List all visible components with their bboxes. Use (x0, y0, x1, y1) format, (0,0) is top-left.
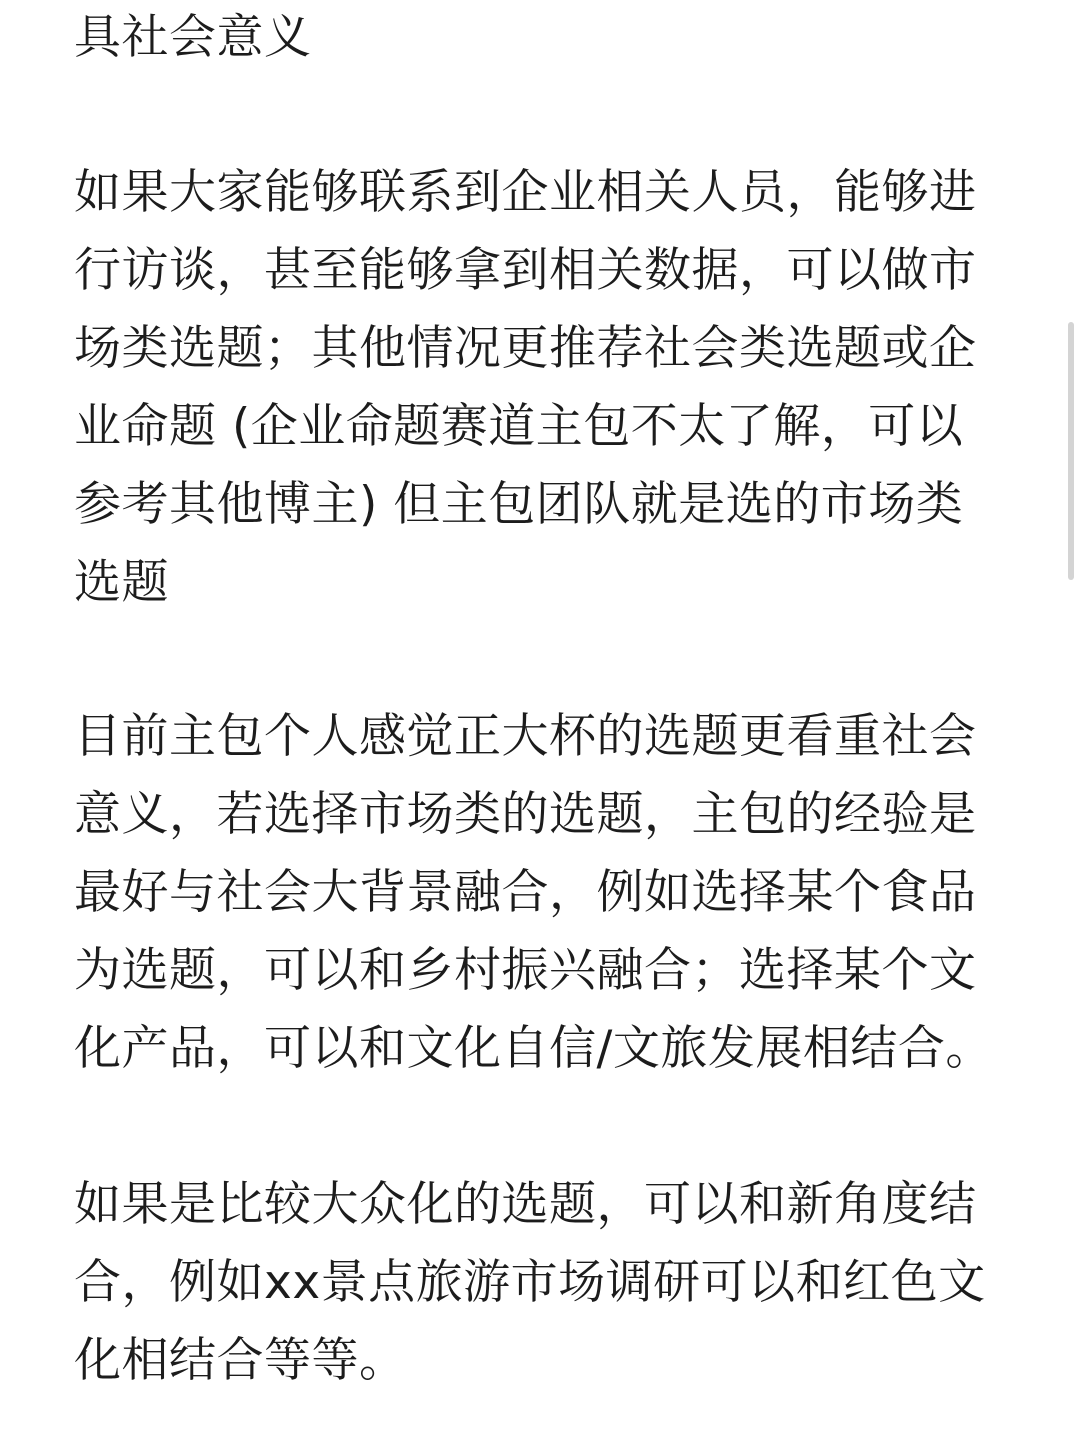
paragraph-2-line-3: 场类选题；其他情况更推荐社会类选题或企 (74, 321, 977, 376)
paragraph-2-line-6: 选题 (74, 555, 169, 610)
paragraph-2-line-2: 行访谈，甚至能够拿到相关数据，可以做市 (74, 243, 977, 298)
paragraph-3-line-4: 为选题，可以和乡村振兴融合；选择某个文 (74, 943, 977, 998)
paragraph-1-line-1: 具社会意义 (74, 10, 312, 65)
paragraph-2-line-5: 参考其他博主) 但主包团队就是选的市场类 (74, 477, 964, 532)
scrollbar-thumb[interactable] (1068, 322, 1074, 580)
paragraph-4-line-1: 如果是比较大众化的选题，可以和新角度结 (74, 1177, 977, 1232)
paragraph-3-line-2: 意义，若选择市场类的选题，主包的经验是 (74, 787, 977, 842)
paragraph-2-line-1: 如果大家能够联系到企业相关人员，能够进 (74, 165, 977, 220)
paragraph-3-line-3: 最好与社会大背景融合，例如选择某个食品 (74, 865, 977, 920)
paragraph-3-line-5: 化产品，可以和文化自信/文旅发展相结合。 (74, 1021, 993, 1076)
vertical-scrollbar[interactable] (1066, 0, 1076, 1456)
paragraph-3-line-1: 目前主包个人感觉正大杯的选题更看重社会 (74, 709, 977, 764)
paragraph-4-line-2: 合，例如xx景点旅游市场调研可以和红色文 (74, 1255, 986, 1310)
paragraph-2-line-4: 业命题 (企业命题赛道主包不太了解，可以 (74, 399, 964, 454)
paragraph-4-line-3: 化相结合等等。 (74, 1333, 407, 1388)
